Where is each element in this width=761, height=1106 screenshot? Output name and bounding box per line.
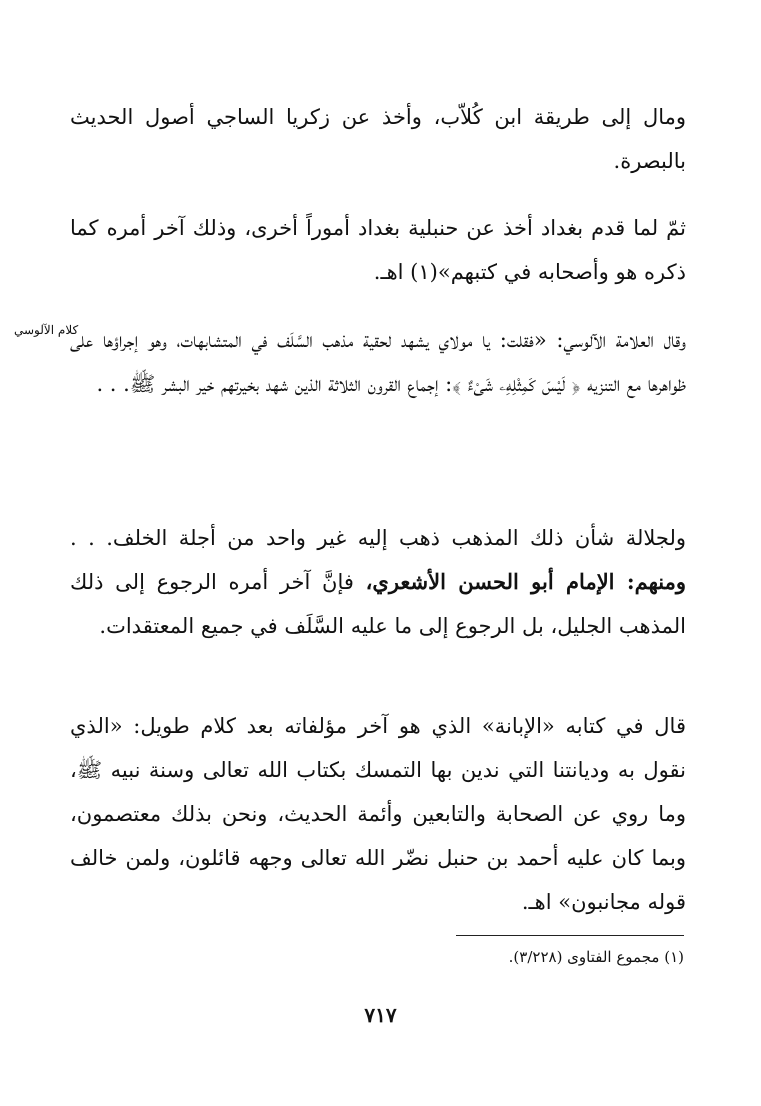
paragraph-5: قال في كتابه «الإبانة» الذي هو آخر مؤلفاته بعد كلام طويل: «الذي نقول به وديانتنا التي ندين بها التمسك بكتاب الله تعالى وسنة نبيه ﷺ، وما روي عن الصحابة والتابعين وأئمة الحديث، ونحن بذلك معتصمون، وبما كان عليه أحمد بن حنبل نضّر الله تعالى وجهه قائلون، ولمن خالف قوله مجانبون» اهـ. — [70, 714, 686, 914]
paragraph-1: ومال إلى طريقة ابن كُلاّب، وأخذ عن زكريا الساجي أصول الحديث بالبصرة. — [70, 105, 686, 173]
margin-note-text: كلام الآلوسي — [14, 323, 79, 337]
paragraph-2: ثمّ لما قدم بغداد أخذ عن حنبلية بغداد أموراً أخرى، وذلك آخر أمره كما ذكره هو وأصحابه في كتبهم»(١) اهـ. — [70, 216, 686, 284]
paragraph-3: وقال العلامة الآلوسي: «فقلت: يا مولاي يشهد لحقية مذهب السَّلَف في المتشابهات، وهو إجراؤها على ظواهرها مع التنزيه ﴿ لَيْسَ كَمِثْلِهِۦ شَىْءٌ ﴾: إجماع القرون الثلاثة الذين شهد بخيرتهم خير البشر ﷺ. . . — [70, 328, 686, 396]
page-number: ٧١٧ — [364, 1003, 397, 1027]
paragraph-4-bold: ومنهم: الإمام أبو الحسن الأشعري، — [365, 569, 686, 594]
paragraph-4 — [70, 516, 686, 648]
footnote-divider — [456, 935, 684, 936]
paragraph-4-after: فإنَّ آخر أمره الرجوع إلى ذلك المذهب الجليل، بل الرجوع إلى ما عليه السَّلَف في جميع المعتقدات. — [70, 570, 686, 638]
paragraph-4-before: ولجلالة شأن ذلك المذهب ذهب إليه غير واحد من أجلة الخلف. . . — [70, 526, 686, 550]
footnote: (١) مجموع الفتاوى (٣/٢٢٨). — [508, 948, 684, 966]
